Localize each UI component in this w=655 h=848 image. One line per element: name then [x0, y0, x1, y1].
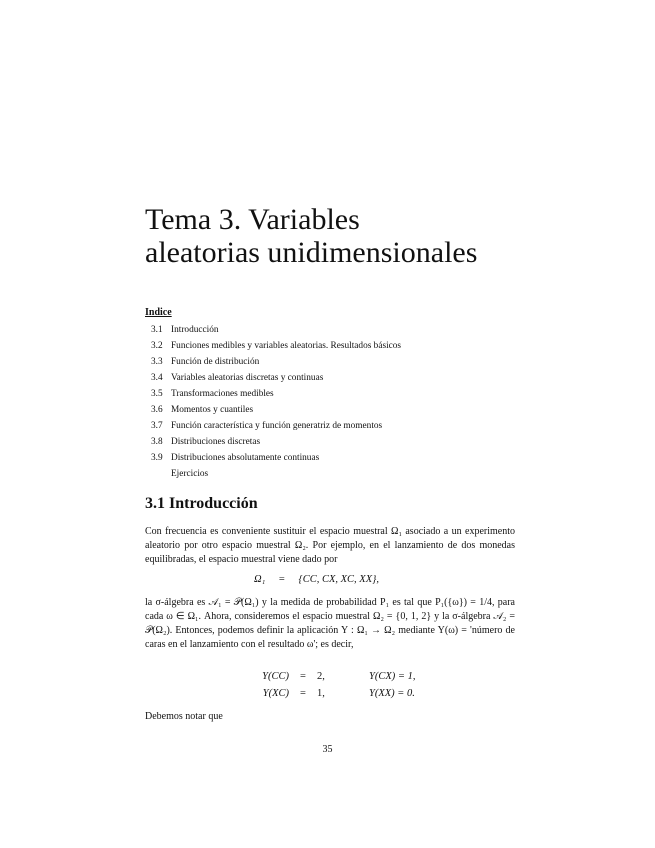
- toc-item-label: Momentos y cuantiles: [171, 405, 254, 415]
- toc-item[interactable]: [151, 402, 401, 418]
- toc-heading: Indice: [145, 307, 172, 318]
- toc-item-number: 3.8: [151, 437, 163, 447]
- equation-array: [247, 668, 415, 702]
- toc-item-number: 3.6: [151, 405, 163, 415]
- table-of-contents: [151, 322, 401, 482]
- toc-item[interactable]: [151, 418, 401, 434]
- equation-sample-space: [254, 574, 379, 585]
- toc-item-label: Introducción: [171, 325, 219, 335]
- equation-lhs: Ω₁: [254, 574, 266, 585]
- toc-item-number: 3.3: [151, 357, 163, 367]
- toc-item[interactable]: [151, 386, 401, 402]
- toc-item-label: Distribuciones absolutamente continuas: [171, 453, 320, 463]
- chapter-title-line-2: aleatorias unidimensionales: [145, 236, 478, 269]
- equation-equals: =: [300, 671, 306, 682]
- paragraph-note: Debemos notar que: [145, 711, 223, 722]
- section-number: 3.1: [145, 495, 165, 512]
- paragraph-intro: Con frecuencia es conveniente sustituir el espacio muestral Ω₁ asociado a un experimento aleatorio por otro espacio muestral Ω₂. Por ejemplo, en el lanzamiento de dos monedas equilibradas, el espacio muestral viene dado por: [145, 526, 515, 565]
- toc-item[interactable]: [151, 466, 401, 482]
- toc-item-number: 3.7: [151, 421, 163, 431]
- toc-item-label: Variables aleatorias discretas y continuas: [171, 373, 324, 383]
- chapter-title-line-1: Tema 3. Variables: [145, 203, 360, 236]
- equation-lhs: Y(XC): [262, 688, 289, 699]
- toc-item[interactable]: [151, 370, 401, 386]
- equation-equals: =: [300, 688, 306, 699]
- toc-item[interactable]: [151, 322, 401, 338]
- toc-item[interactable]: [151, 450, 401, 466]
- toc-item[interactable]: [151, 434, 401, 450]
- equation-lhs: Y(CC): [262, 671, 289, 682]
- equation-row: [247, 668, 415, 685]
- toc-item[interactable]: [151, 338, 401, 354]
- toc-item-label: Transformaciones medibles: [171, 389, 274, 399]
- equation-value: 2,: [317, 671, 325, 682]
- toc-item-label: Función de distribución: [171, 357, 260, 367]
- toc-item-label: Distribuciones discretas: [171, 437, 261, 447]
- equation-value: 1,: [317, 688, 325, 699]
- section-heading: [145, 495, 258, 513]
- toc-item-label: Ejercicios: [171, 469, 209, 479]
- toc-item[interactable]: [151, 354, 401, 370]
- toc-item-number: 3.5: [151, 389, 163, 399]
- section-title: Introducción: [169, 495, 258, 512]
- toc-item-label: Funciones medibles y variables aleatorias. Resultados básicos: [171, 341, 402, 351]
- toc-item-number: 3.2: [151, 341, 163, 351]
- page-number: 35: [322, 744, 333, 755]
- toc-item-number: 3.1: [151, 325, 163, 335]
- equation-rhs: {CC, CX, XC, XX},: [298, 574, 379, 585]
- equation-rest: Y(CX) = 1,: [369, 671, 416, 682]
- toc-item-number: 3.4: [151, 373, 163, 383]
- toc-item-label: Función característica y función generatriz de momentos: [171, 421, 383, 431]
- chapter-title: [145, 203, 585, 269]
- paragraph-sigma-algebra: la σ-álgebra es 𝒜₁ = 𝒫(Ω₁) y la medida de probabilidad P₁ es tal que P₁({ω}) = 1/4, para cada ω ∈ Ω₁. Ahora, consideremos el espacio muestral Ω₂ = {0, 1, 2} y la σ-álgebra 𝒜₂ = 𝒫(Ω₂). Entonces, podemos definir la aplicación Y : Ω₁ → Ω₂ mediante Y(ω) = 'número de caras en el lanzamiento con el resultado ω'; es decir,: [145, 597, 515, 650]
- equation-row: [247, 685, 415, 702]
- toc-item-number: 3.9: [151, 453, 163, 463]
- equation-equals: =: [278, 574, 285, 585]
- equation-rest: Y(XX) = 0.: [369, 688, 415, 699]
